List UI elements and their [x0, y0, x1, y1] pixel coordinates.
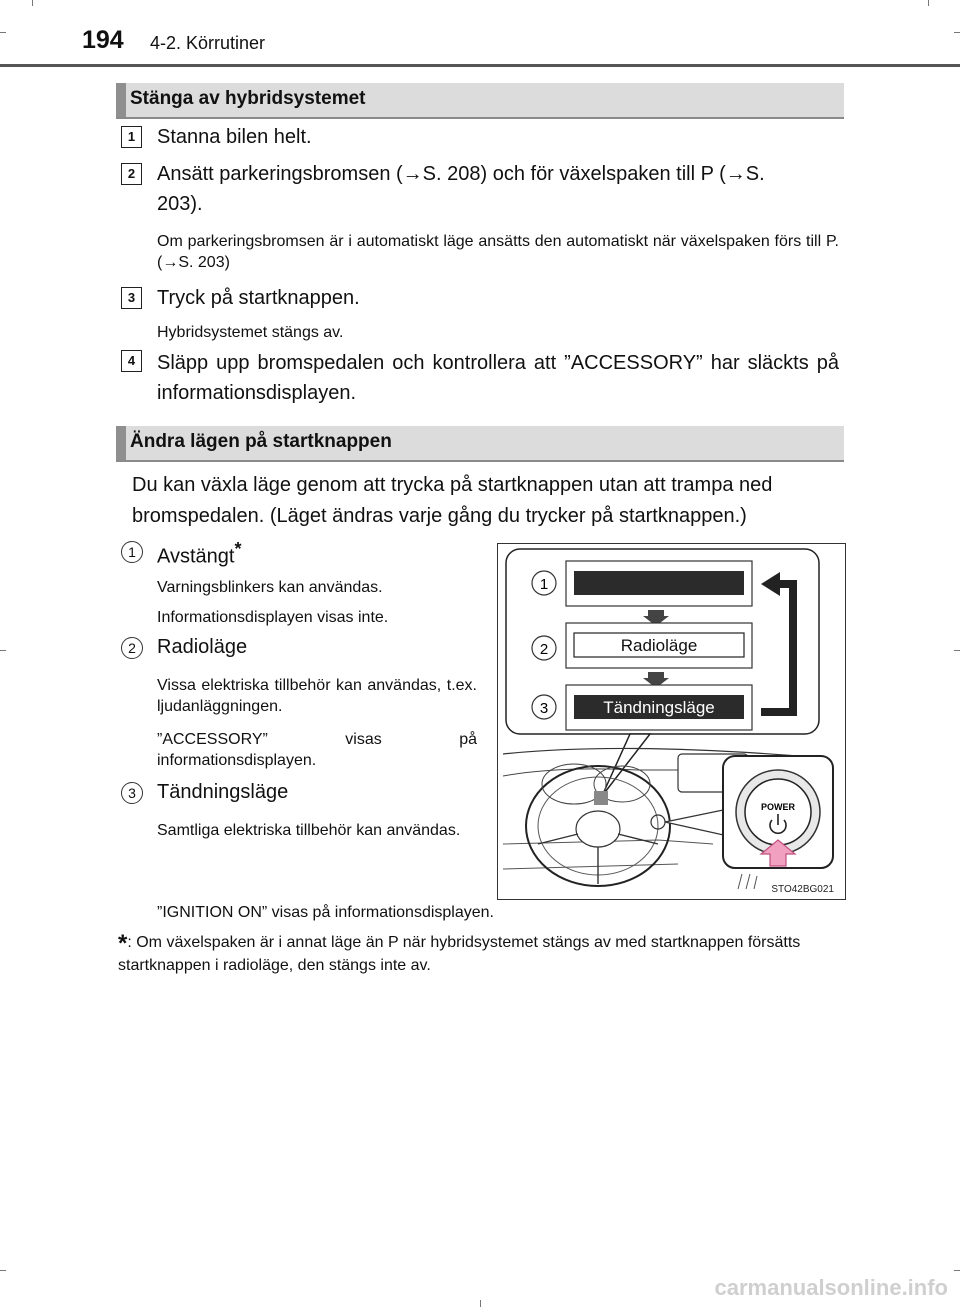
mode-note: ”IGNITION ON” visas på informationsdisplayen. [157, 904, 494, 921]
illustration-figure [497, 543, 846, 900]
heading-bar [116, 83, 126, 117]
header-rule [0, 64, 960, 67]
crop-mark [0, 650, 6, 651]
zoom-pointer [665, 809, 728, 836]
crop-mark [0, 1270, 6, 1271]
start-button-small [594, 791, 608, 805]
section-heading-text: Stänga av hybridsystemet [130, 88, 366, 109]
mode-note: Informationsdisplayen visas inte. [157, 609, 389, 626]
crop-mark [954, 650, 960, 651]
step-text: Tryck på startknappen. [157, 287, 360, 309]
step-number: 3 [121, 287, 142, 309]
mode-number: 2 [121, 637, 143, 659]
section-heading [116, 83, 844, 119]
footnote-text: : Om växelspaken är i annat läge än P när hybridsystemet stängs av med startknappen försätts startknappen i radioläge, den stängs inte av. [118, 934, 801, 974]
hatch-lines [738, 874, 757, 889]
display-off-icon [574, 571, 744, 595]
crop-mark [32, 0, 33, 6]
mode-title [157, 539, 241, 569]
mode-note: Varningsblinkers kan användas. [157, 579, 383, 596]
dashboard-illustration [498, 544, 845, 899]
footnote-marker: * [234, 539, 242, 559]
mode-note: Samtliga elektriska tillbehör kan användas. [157, 822, 461, 839]
power-button [745, 779, 811, 845]
chapter-title: 4-2. Körrutiner [150, 33, 266, 53]
step-number: 1 [121, 126, 142, 148]
watermark: carmanualsonline.info [714, 1275, 948, 1300]
section-heading-text: Ändra lägen på startknappen [130, 431, 392, 452]
step-text: Ansätt parkeringsbromsen (→S. 208) och för växelspaken till P (→S. 203). [157, 163, 765, 215]
mode-note: ”ACCESSORY” visas på informationsdisplayen. [157, 731, 477, 769]
display-radio-label: Radioläge [620, 636, 698, 655]
callout-pointer [602, 734, 650, 796]
crop-mark [928, 0, 929, 6]
figure-label-3: 3 [539, 700, 549, 717]
step-number: 2 [121, 163, 142, 185]
step-text: Stanna bilen helt. [157, 126, 312, 148]
mode-note: Vissa elektriska tillbehör kan användas, t.ex. ljudanläggningen. [157, 677, 477, 715]
crop-mark [480, 1300, 481, 1307]
step-text: Släpp upp bromspedalen och kontrollera att ”ACCESSORY” har släckts på informationsdisplayen. [157, 352, 839, 404]
page-number: 194 [82, 26, 124, 54]
dashboard-outline [503, 748, 798, 756]
footnote [118, 932, 848, 977]
crop-mark [954, 32, 960, 33]
mode-title-text: Avstängt [157, 545, 235, 568]
mode-number: 1 [121, 541, 143, 563]
step-number: 4 [121, 350, 142, 372]
step-note: Hybridsystemet stängs av. [157, 324, 344, 341]
step-note: Om parkeringsbromsen är i automatiskt läge ansätts den automatiskt när växelspaken förs till P. (→S. 203) [157, 233, 839, 271]
figure-label-1: 1 [539, 576, 549, 593]
figure-label-2: 2 [539, 641, 549, 658]
section-heading [116, 426, 844, 462]
mode-title: Tändningsläge [157, 781, 289, 803]
mode-title: Radioläge [157, 636, 248, 658]
figure-code: STO42BG021 [771, 884, 834, 895]
steering-hub [576, 811, 620, 847]
display-ignition-label: Tändningsläge [603, 698, 715, 717]
footnote-star: * [118, 930, 128, 957]
power-button-label: POWER [760, 802, 796, 812]
mode-number: 3 [121, 782, 143, 804]
heading-bar [116, 426, 126, 460]
intro-paragraph: Du kan växla läge genom att trycka på startknappen utan att trampa ned bromspedalen. (Läget ändras varje gång du trycker på startknappen.) [132, 474, 773, 527]
crop-mark [954, 1270, 960, 1271]
crop-mark [0, 32, 6, 33]
